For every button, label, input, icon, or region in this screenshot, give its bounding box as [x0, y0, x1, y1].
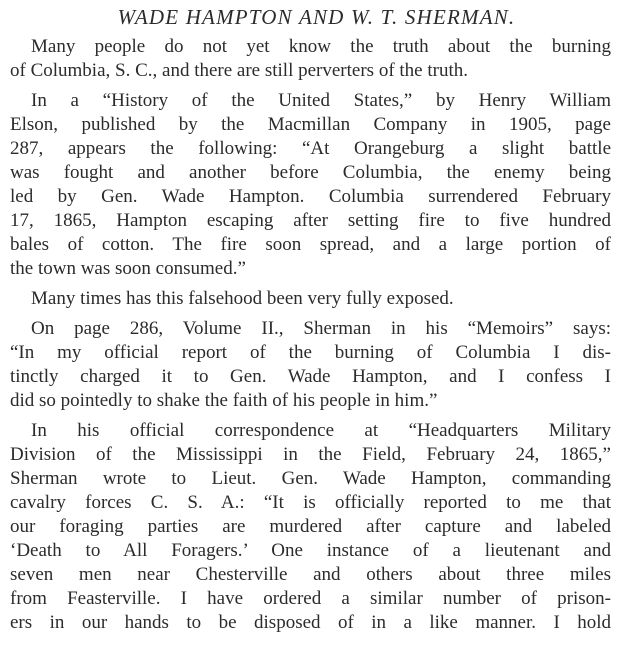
text-line: of Columbia, S. C., and there are still perverters of the truth.	[10, 60, 468, 81]
text-line: “In my official report of the burning of Columbia I dis-	[10, 342, 611, 363]
text-line: ers in our hands to be disposed of in a like manner. I hold	[10, 612, 611, 633]
text-line: led by Gen. Wade Hampton. Columbia surrendered February	[10, 186, 611, 207]
text-line: bales of cotton. The fire soon spread, and a large portion of	[10, 234, 611, 255]
text-line: 287, appears the following: “At Orangeburg a slight battle	[10, 138, 611, 159]
text-line: did so pointedly to shake the faith of his people in him.”	[10, 390, 438, 411]
text-line: was fought and another before Columbia, the enemy being	[10, 162, 611, 183]
text-line: Many times has this falsehood been very fully exposed.	[31, 288, 454, 309]
text-line: our foraging parties are murdered after capture and labeled	[10, 516, 611, 537]
text-line: 17, 1865, Hampton escaping after setting fire to five hundred	[10, 210, 611, 231]
text-line: from Feasterville. I have ordered a similar number of prison-	[10, 588, 611, 609]
text-line: cavalry forces C. S. A.: “It is officially reported to me that	[10, 492, 611, 513]
text-line: Many people do not yet know the truth about the burning	[31, 36, 611, 57]
text-line: tinctly charged it to Gen. Wade Hampton, and I confess I	[10, 366, 611, 387]
text-line: In his official correspondence at “Headquarters Military	[31, 420, 611, 441]
text-line: seven men near Chesterville and others about three miles	[10, 564, 611, 585]
text-line: Sherman wrote to Lieut. Gen. Wade Hampton, commanding	[10, 468, 611, 489]
text-line: In a “History of the United States,” by Henry William	[31, 90, 611, 111]
text-line: ‘Death to All Foragers.’ One instance of a lieutenant and	[10, 540, 611, 561]
text-line: the town was soon consumed.”	[10, 258, 246, 279]
page-title: WADE HAMPTON AND W. T. SHERMAN.	[117, 5, 516, 29]
text-line: Elson, published by the Macmillan Company in 1905, page	[10, 114, 611, 135]
text-line: Division of the Mississippi in the Field, February 24, 1865,”	[10, 444, 611, 465]
text-line: On page 286, Volume II., Sherman in his “Memoirs” says:	[31, 318, 611, 339]
